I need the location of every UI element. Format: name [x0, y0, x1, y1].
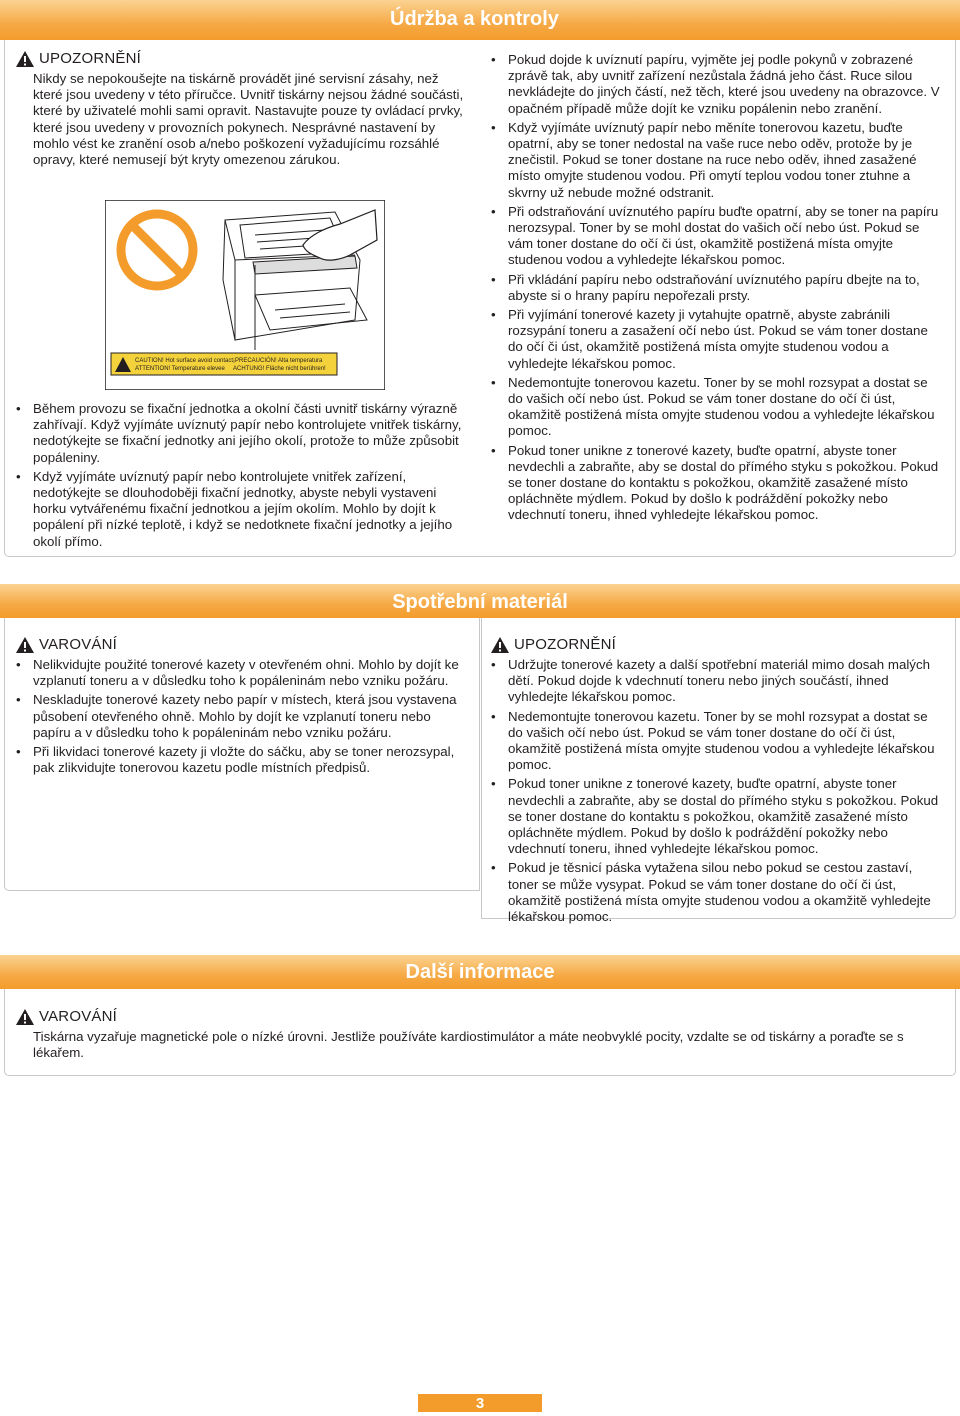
caution-heading: UPOZORNĚNÍ [15, 50, 465, 68]
warning-triangle-icon [15, 1008, 35, 1026]
list-item: • Nelikvidujte použité tonerové kazety v otevřeném ohni. Mohlo by dojít ke vzplanutí toneru a v důsledku toho k popáleninám nebo vzniku požáru. [15, 657, 470, 689]
list-item: • Při vkládání papíru nebo odstraňování uvíznutého papíru dbejte na to, abyste si o hrany papíru nepořezali prsty. [490, 272, 945, 304]
list-item: • Pokud dojde k uvíznutí papíru, vyjměte jej podle pokynů v zobrazené zprávě tak, aby uvnitř zařízení nezůstala žádná jeho část. Ruce silou nevkládejte do jiných částí, než těch, které jsou uvedeny na obrazovce. V opačném případě může dojít ke vzniku popálenin nebo zranění. [490, 52, 945, 117]
section-banner-maintenance [0, 0, 960, 40]
section-title: Spotřební materiál [392, 591, 568, 613]
precaucion-label-1: ¡PRECAUCIÓN! Alta temperatura [233, 358, 323, 364]
maintenance-left-bullets [15, 401, 470, 553]
list-item: • Během provozu se fixační jednotka a okolní části uvnitř tiskárny výrazně zahřívají. Když vyjímáte uvíznutý papír nebo kontrolujete vnitřek tiskárny, nedotýkejte se fixační jednotky ani jejího okolí, protože to může způsobit popáleniny. [15, 401, 470, 466]
caution-label-1: CAUTION! Hot surface avoid contact [135, 358, 234, 364]
warning-text: Tiskárna vyzařuje magnetické pole o nízké úrovni. Jestliže používáte kardiostimulátor a máte neobvyklé pocity, vzdalte se od tiskárny a poraďte se s lékařem. [33, 1029, 904, 1061]
section-banner-consumables [0, 584, 960, 618]
list-item: • Udržujte tonerové kazety a další spotřební materiál mimo dosah malých dětí. Pokud dojde k vdechnutí toneru nebo jiných součástí, ihned vyhledejte lékařskou pomoc. [490, 657, 945, 706]
list-item: • Když vyjímáte uvíznutý papír nebo měníte tonerovou kazetu, buďte opatrní, aby se toner nedostal na vaše ruce nebo oděv, protože by je znečistil. Pokud se toner dostane na ruce nebo oděv, ihned zasažené místo omyjte studenou vodou. Při omytí teplou vodou toner ztuhne a skvrny už nebude možné odstranit. [490, 120, 945, 201]
maintenance-right-column [490, 52, 945, 527]
maintenance-left-column [15, 50, 465, 168]
list-item: • Při likvidaci tonerové kazety ji vložte do sáčku, aby se toner nerozsypal, pak zlikvidujte tonerovou kazetu podle místních předpisů. [15, 744, 470, 776]
precaucion-label-2: ACHTUNG! Fläche nicht berühren! [233, 366, 326, 372]
warning-heading: VAROVÁNÍ [15, 636, 470, 654]
caution-label-2: ATTENTION! Temperature elevee [135, 366, 225, 372]
section-title: Další informace [405, 961, 555, 983]
warning-triangle-icon [15, 50, 35, 68]
hot-surface-label [111, 353, 337, 375]
list-item: • Nedemontujte tonerovou kazetu. Toner by se mohl rozsypat a dostat se do vašich očí nebo úst. Pokud se vám toner dostane do očí či úst, okamžitě postižená místa omyjte studenou vodou a vyhledejte lékařskou pomoc. [490, 709, 945, 774]
warning-heading: VAROVÁNÍ [15, 1008, 940, 1026]
list-item: • Pokud toner unikne z tonerové kazety, buďte opatrní, abyste toner nevdechli a zabraňte, aby se dostal do přímého styku s pokožkou. Pokud se toner dostane do kontaktu s pokožkou, okamžitě zasažené místo opláchněte mýdlem. Pokud by došlo k podráždění pokožky nebo vdechnutí toneru, ihned vyhledejte lékařskou pomoc. [490, 443, 945, 524]
list-item: • Když vyjímáte uvíznutý papír nebo kontrolujete vnitřek zařízení, nedotýkejte se dlouhodoběji fixační jednotky, abyste nebyli vystaveni horku vytvářenému fixační jednotkou a jejím okolím. Mohlo by dojít k popálení při nízké teplotě, i když se nedotknete fixační jednotky a jejího okolí přímo. [15, 469, 470, 550]
list-item: • Při odstraňování uvíznutého papíru buďte opatrní, aby se toner na papíru nerozsypal. Toner by se mohl dostat do vašich očí nebo úst. Pokud se vám toner dostane do očí či úst, okamžitě postižená místa omyjte studenou vodou a vyhledejte lékařskou pomoc. [490, 204, 945, 269]
consumables-caution-column [490, 636, 945, 928]
page-number: 3 [418, 1394, 542, 1412]
warning-triangle-icon [490, 636, 510, 654]
list-item: • Neskladujte tonerové kazety nebo papír v místech, která jsou vystavena působení otevřeného ohně. Mohlo by dojít ke vzplanutí toneru nebo papíru a v důsledku toho k popáleninám nebo vzniku požáru. [15, 692, 470, 741]
warning-triangle-icon [15, 636, 35, 654]
printer-illustration [105, 200, 385, 390]
further-info-column [15, 1008, 940, 1061]
list-item: • Pokud je těsnicí páska vytažena silou nebo pokud se cestou zastaví, toner se může vysypat. Pokud se vám toner dostane do očí či úst, okamžitě postižená místa omyjte studenou vodou a okamžitě vyhledejte lékařskou pomoc. [490, 860, 945, 925]
list-item: • Při vyjímání tonerové kazety ji vytahujte opatrně, abyste zabránili rozsypání toneru a zasažení očí nebo úst. Pokud se vám toner dostane do očí či úst, okamžitě postižená místa omyjte studenou vodou a vyhledejte lékařskou pomoc. [490, 307, 945, 372]
caution-heading: UPOZORNĚNÍ [490, 636, 945, 654]
consumables-warning-column [15, 636, 470, 779]
list-item: • Nedemontujte tonerovou kazetu. Toner by se mohl rozsypat a dostat se do vašich očí nebo úst. Pokud se vám toner dostane do očí či úst, okamžitě postižená místa omyjte studenou vodou a vyhledejte lékařskou pomoc. [490, 375, 945, 440]
section-banner-further-info [0, 955, 960, 989]
section-title: Údržba a kontroly [390, 8, 559, 30]
caution-text: Nikdy se nepokoušejte na tiskárně provádět jiné servisní zásahy, než které jsou uvedeny v této příručce. Uvnitř tiskárny nejsou žádné součásti, které by uživatelé mohli sami opravit. Nastavujte pouze ty ovládací prvky, které jsou uvedeny v provozních pokynech. Nesprávné nastavení by mohlo vést ke zranění osob a/nebo poškození vyžadujícímu rozsáhlé opravy, které nemusejí být kryty omezenou zárukou. [33, 71, 464, 168]
list-item: • Pokud toner unikne z tonerové kazety, buďte opatrní, abyste toner nevdechli a zabraňte, aby se dostal do přímého styku s pokožkou. Pokud se toner dostane do kontaktu s pokožkou, okamžitě zasažené místo opláchněte mýdlem. Pokud by došlo k podráždění pokožky nebo vdechnutí toneru, ihned vyhledejte lékařskou pomoc. [490, 776, 945, 857]
